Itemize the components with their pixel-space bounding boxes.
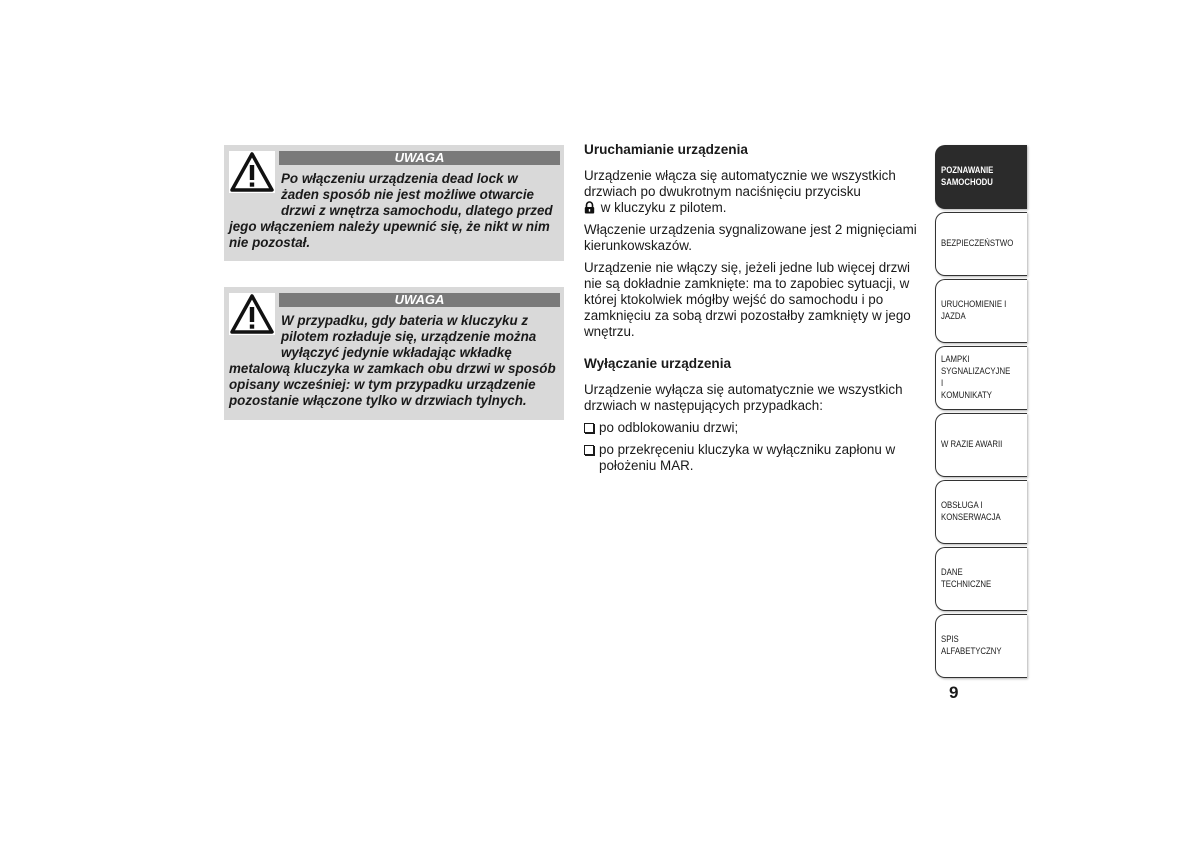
section-title-deactivation: Wyłączanie urządzenia xyxy=(584,356,732,371)
list-item xyxy=(584,420,926,436)
padlock-icon xyxy=(584,201,595,214)
tab-label: DANE TECHNICZNE xyxy=(941,567,992,590)
tab-label: LAMPKI SYGNALIZACYJNE I KOMUNIKATY xyxy=(941,354,1011,401)
page-number: 9 xyxy=(949,683,959,702)
tab-label: W RAZIE AWARII xyxy=(941,439,1003,450)
list-item-text: po przekręceniu kluczyka w wyłączniku zapłonu w położeniu MAR. xyxy=(599,442,896,473)
tab-label: BEZPIECZEŃSTWO xyxy=(941,238,1014,249)
activation-text-b: w kluczyku z pilotem. xyxy=(600,200,727,215)
activation-paragraph-1 xyxy=(584,168,926,216)
tab-label: OBSŁUGA I KONSERWACJA xyxy=(941,500,1001,523)
activation-paragraph-2: Włączenie urządzenia sygnalizowane jest 2 mignięciami kierunkowskazów. xyxy=(584,222,917,253)
list-item-text: po odblokowaniu drzwi; xyxy=(599,420,739,435)
activation-text-a: Urządzenie włącza się automatycznie we wszystkich drzwiach po dwukrotnym naciśnięciu przycisku xyxy=(584,168,896,199)
section-title-activation: Uruchamianie urządzenia xyxy=(584,142,748,157)
warning-text-content: Po włączeniu urządzenia dead lock w żaden sposób nie jest możliwe otwarcie drzwi z wnętrza samochodu, dlatego przed jego włączeniem należy upewnić się, że nikt w nim nie pozostał. xyxy=(229,171,553,250)
tab-obsluga-i-konserwacja[interactable] xyxy=(935,480,1027,544)
deactivation-intro: Urządzenie wyłącza się automatycznie we wszystkich drzwiach w następujących przypadkach: xyxy=(584,382,903,413)
list-item xyxy=(584,442,926,474)
tab-uruchomienie-i-jazda[interactable] xyxy=(935,279,1027,343)
warning-box-2 xyxy=(224,287,564,420)
tab-poznawanie-samochodu[interactable] xyxy=(935,145,1027,209)
checkbox-bullet-icon xyxy=(584,423,594,433)
warning-heading: UWAGA xyxy=(279,293,560,307)
chapter-tabs xyxy=(935,145,1027,681)
activation-paragraph-3: Urządzenie nie włączy się, jeżeli jedne lub więcej drzwi nie są dokładnie zamknięte: ma to zapobiec sytuacji, w której ktokolwiek mógłby wejść do samochodu i po zamknięciu za sobą drzwi pozostałby zamknięty w jego wnętrzu. xyxy=(584,260,911,339)
tab-spis-alfabetyczny[interactable] xyxy=(935,614,1027,678)
warning-text-content: W przypadku, gdy bateria w kluczyku z pilotem rozładuje się, urządzenie można wyłączyć jedynie wkładając wkładkę metalową kluczyka w zamkach obu drzwi w sposób opisany wcześniej: w tym przypadku urządzenie pozostanie włączone tylko w drzwiach tylnych. xyxy=(229,313,556,408)
warning-text xyxy=(229,313,556,409)
main-content xyxy=(584,142,926,480)
tab-label: URUCHOMIENIE I JAZDA xyxy=(941,299,1007,322)
tab-dane-techniczne[interactable] xyxy=(935,547,1027,611)
warning-box-1 xyxy=(224,145,564,261)
tab-label: POZNAWANIE SAMOCHODU xyxy=(941,165,994,188)
checkbox-bullet-icon xyxy=(584,445,594,455)
warning-heading: UWAGA xyxy=(279,151,560,165)
warning-text xyxy=(229,171,556,251)
tab-w-razie-awarii[interactable] xyxy=(935,413,1027,477)
tab-bezpieczenstwo[interactable] xyxy=(935,212,1027,276)
tab-label: SPIS ALFABETYCZNY xyxy=(941,634,1002,657)
tab-lampki-sygnalizacyjne[interactable] xyxy=(935,346,1027,410)
